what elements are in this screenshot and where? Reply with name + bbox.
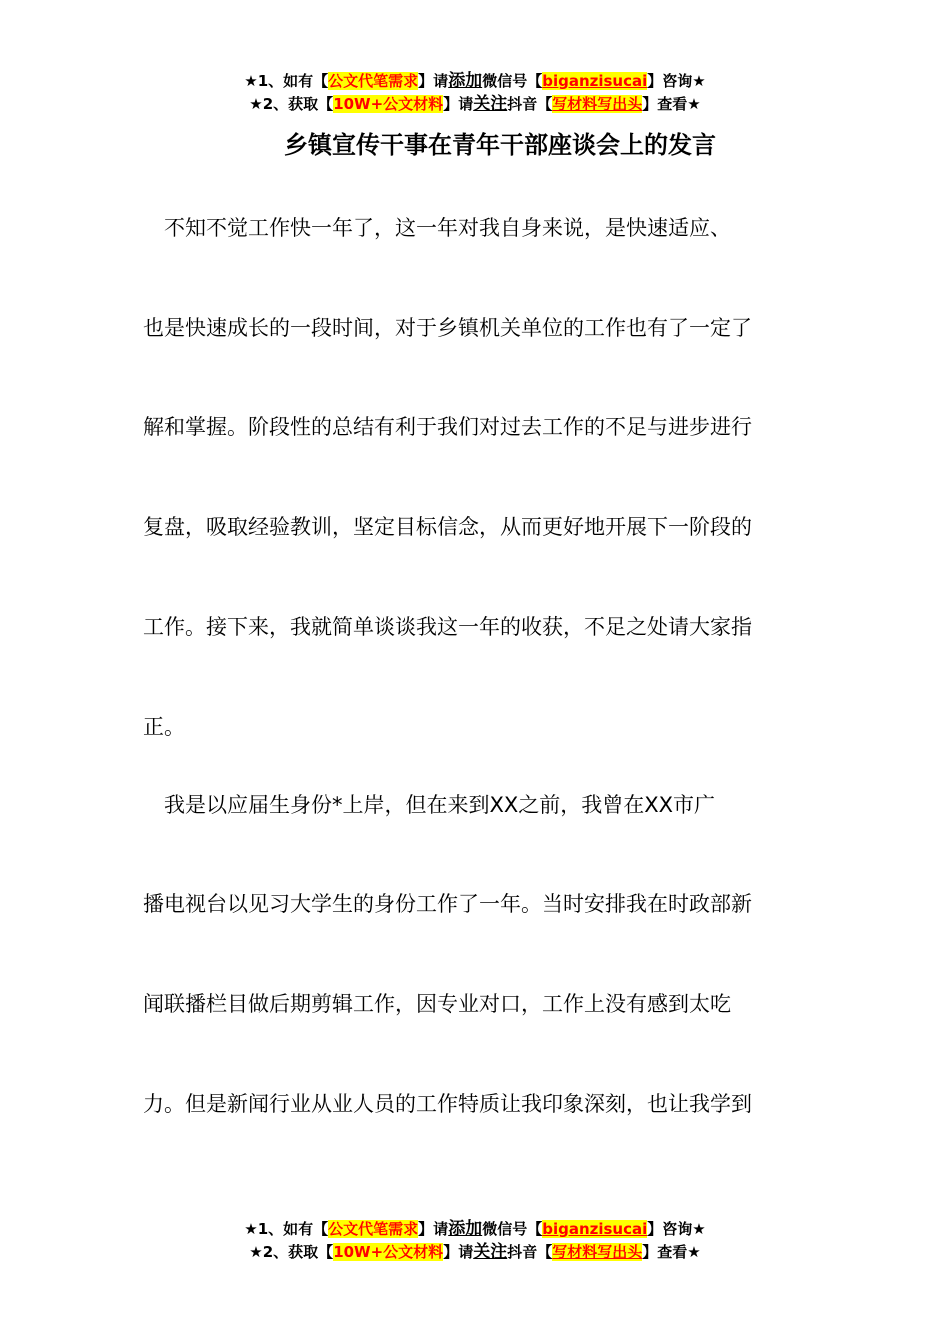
promo-text: 抖音【 xyxy=(507,1243,553,1261)
footer-promo-banner xyxy=(0,1218,950,1264)
body-line: 力。但是新闻行业从业人员的工作特质让我印象深刻，也让我学到 xyxy=(143,1092,752,1116)
body-line: 正。 xyxy=(143,715,185,739)
promo-emphasis: 添加 xyxy=(448,1219,483,1239)
douyin-account-link[interactable]: 写材料写出头 xyxy=(552,95,643,113)
promo-text: ★1、如有【 xyxy=(244,1220,329,1238)
promo-highlight: 公文代笔需求 xyxy=(328,1220,419,1238)
promo-text: 】查看★ xyxy=(642,95,701,113)
promo-text: 】查看★ xyxy=(642,1243,701,1261)
promo-text: 抖音【 xyxy=(507,95,553,113)
promo-text: 】请 xyxy=(418,1220,449,1238)
promo-text: ★2、获取【 xyxy=(249,95,334,113)
header-promo-banner xyxy=(0,70,950,116)
promo-text: 】请 xyxy=(443,95,474,113)
promo-emphasis: 添加 xyxy=(448,71,483,91)
promo-line-1 xyxy=(0,70,950,93)
promo-text: 】咨询★ xyxy=(647,1220,706,1238)
promo-text: 】咨询★ xyxy=(647,72,706,90)
wechat-id-link[interactable]: biganzisucai xyxy=(542,1220,648,1238)
body-line: 也是快速成长的一段时间，对于乡镇机关单位的工作也有了一定了 xyxy=(143,316,752,340)
promo-emphasis: 关注 xyxy=(473,1242,508,1262)
promo-text: ★2、获取【 xyxy=(249,1243,334,1261)
promo-highlight: 10W+公文材料 xyxy=(333,1243,444,1261)
promo-text: 微信号【 xyxy=(482,1220,543,1238)
document-title: 乡镇宣传干事在青年干部座谈会上的发言 xyxy=(284,131,716,159)
promo-line-2 xyxy=(0,93,950,116)
promo-line-2 xyxy=(0,1241,950,1264)
promo-text: 】请 xyxy=(418,72,449,90)
promo-text: 】请 xyxy=(443,1243,474,1261)
wechat-id-link[interactable]: biganzisucai xyxy=(542,72,648,90)
promo-highlight: 10W+公文材料 xyxy=(333,95,444,113)
body-line: 闻联播栏目做后期剪辑工作，因专业对口，工作上没有感到太吃 xyxy=(143,992,731,1016)
promo-emphasis: 关注 xyxy=(473,94,508,114)
promo-highlight: 公文代笔需求 xyxy=(328,72,419,90)
promo-text: 微信号【 xyxy=(482,72,543,90)
body-line: 不知不觉工作快一年了，这一年对我自身来说，是快速适应、 xyxy=(143,216,731,240)
body-line: 工作。接下来，我就简单谈谈我这一年的收获，不足之处请大家指 xyxy=(143,615,752,639)
promo-text: ★1、如有【 xyxy=(244,72,329,90)
body-line: 播电视台以见习大学生的身份工作了一年。当时安排我在时政部新 xyxy=(143,892,752,916)
body-line: 我是以应届生身份*上岸，但在来到XX之前，我曾在XX市广 xyxy=(143,793,716,817)
promo-line-1 xyxy=(0,1218,950,1241)
body-line: 复盘，吸取经验教训，坚定目标信念，从而更好地开展下一阶段的 xyxy=(143,515,752,539)
body-line: 解和掌握。阶段性的总结有利于我们对过去工作的不足与进步进行 xyxy=(143,415,752,439)
douyin-account-link[interactable]: 写材料写出头 xyxy=(552,1243,643,1261)
